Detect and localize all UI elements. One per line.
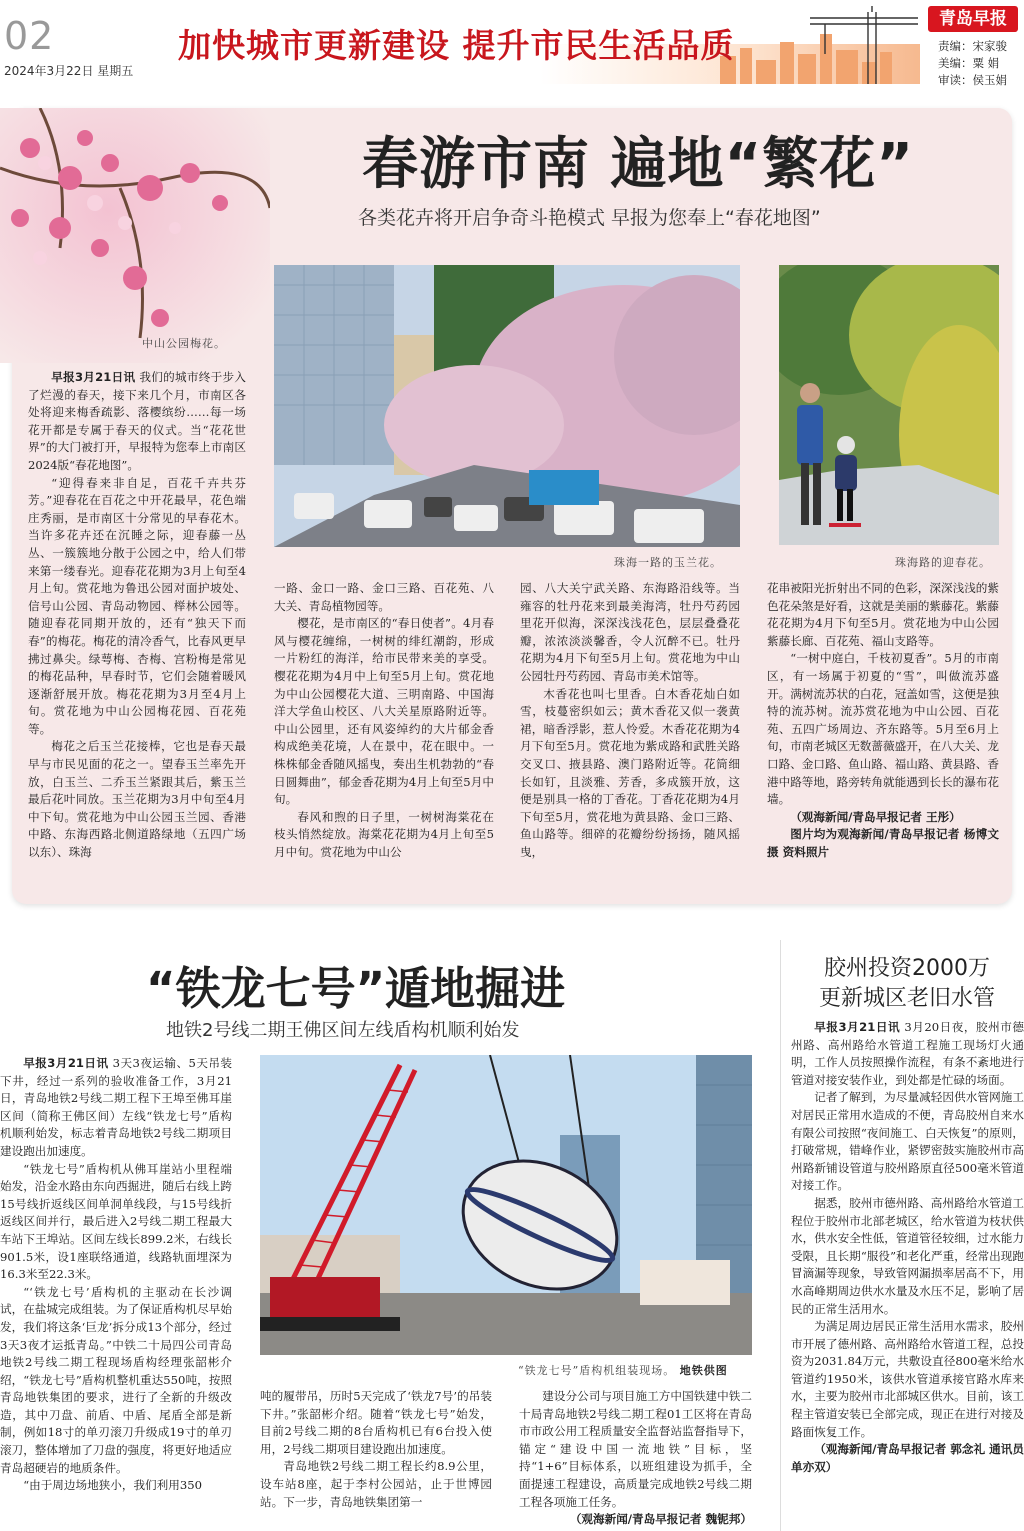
paragraph: “迎得春来非自足，百花千卉共芬芳。”迎春花在百花之中开花最早，花色端庄秀丽，是市南区十分常见的早春花木。当许多花卉还在沉睡之际，迎春藤一丛丛、一簇簇地分散于公园之中，给人们带来第一缕春光。迎春花花期为3月上旬至4月上旬。赏花地为鲁迅公园对面护坡处、信号山公园、青岛动物园、榉林公园等。随迎春花同期开放的，还有“独天下而春”的梅花。梅花的清冷香气，比春风更早拂过鼻尖。绿萼梅、杏梅、宫粉梅是常见的梅花品种，早春时节，它们会随着暖风逐渐舒展开放。梅花花期为3月至4月上旬。赏花地为中山公园梅花园、百花苑等。 bbox=[28, 475, 246, 736]
text-span: 3月20日夜，胶州市德州路、高州路给水管道工程施工现场灯火通明，工作人员按照操作流程，有条不紊地进行管道对接安装作业，到处都是忙碌的场面。 bbox=[791, 1020, 1024, 1087]
news-lead: 早报3月21日讯 bbox=[814, 1020, 901, 1034]
news-lead: 早报3月21日讯 bbox=[23, 1056, 109, 1070]
photo-caption: 珠海路的迎春花。 bbox=[895, 556, 991, 569]
paragraph: “一树中庭白，千枝初夏香”。5月的市南区，有一场属于初夏的“雪”，叫做流苏盛开。满树流苏状的白花，冠盖如雪，这便是独特的流苏树。流苏赏花地为中山公园、百花苑、五四广场周边、齐东路等。5月至6月上旬，市南老城区无数蔷薇盛开，在八大关、龙口路、金口路、鱼山路、福山路、黄县路、香港中路等地，路旁转角就能遇到长长的瀑布花墙。 bbox=[767, 651, 999, 807]
story3-divider bbox=[780, 940, 781, 1531]
story2-title: “铁龙七号”遁地掘进 bbox=[146, 962, 566, 1015]
paragraph: 春风和煦的日子里，一树树海棠花在枝头悄然绽放。海棠花花期为4月上旬至5月中旬。赏花地为中山公 bbox=[274, 809, 494, 859]
issue-date: 2024年3月22日 星期五 bbox=[4, 64, 134, 78]
news-lead: 早报3月21日讯 bbox=[51, 370, 136, 384]
paragraph bbox=[0, 1055, 232, 1161]
forsythia-path-photo bbox=[779, 265, 999, 545]
brand-logo: 青岛早报 bbox=[928, 6, 1018, 32]
paragraph: 青岛地铁2号线二期工程长约8.9公里，设车站8座，起于李村公园站，止于世博园站。下一步，青岛地铁集团第一 bbox=[260, 1459, 492, 1509]
text-span: 我们的城市终于步入了烂漫的春天，接下来几个月，市南区各处将迎来梅香疏影、落樱缤纷……每一场花开都是专属于春天的仪式。当“花花世界”的大门被打开，早报特为您奉上市南区2024版“春花地图”。 bbox=[28, 370, 246, 472]
story3-body bbox=[791, 1019, 1024, 1531]
editor-line: 美编：粟 娟 bbox=[938, 56, 1000, 70]
paragraph bbox=[791, 1019, 1024, 1089]
paragraph: 园、八大关宁武关路、东海路沿线等。当雍容的牡丹花来到最美海湾，牡丹芍药园里花开似海，深深浅浅花色，层层叠叠花瓣，浓浓淡淡馨香，令人沉醉不已。牡丹花期为4月下旬至5月上旬。赏花地为中山公园牡丹芍药园、青岛市美术馆等。 bbox=[520, 581, 740, 683]
editor-credits bbox=[938, 38, 1007, 89]
story2-column-2 bbox=[260, 1388, 492, 1531]
paragraph: 梅花之后玉兰花接棒，它也是春天最早与市民见面的花之一。望春玉兰率先开放，白玉兰、二乔玉兰紧跟其后，紫玉兰最后花叶同放。玉兰花期为3月中旬至4月中下旬。赏花地为中山公园玉兰园、香港中路、东海西路北侧道路绿地（五四广场以东）、珠海 bbox=[28, 739, 246, 860]
photo-caption bbox=[518, 1362, 728, 1378]
banner-slogan: 加快城市更新建设 提升市民生活品质 bbox=[178, 26, 735, 65]
paragraph: 吨的履带吊，历时5天完成了‘铁龙7号’的吊装下井。”张韶彬介绍。随着“铁龙七号”始发，目前2号线二期的8台盾构机已有6台投入使用，2号线二期项目建设跑出加速度。 bbox=[260, 1389, 492, 1456]
story2-column-3 bbox=[519, 1388, 752, 1531]
story1-column-4 bbox=[767, 580, 999, 880]
photo-caption: 中山公园梅花。 bbox=[142, 337, 226, 350]
editor-line: 审读：侯玉娟 bbox=[938, 73, 1007, 87]
page-number: 02 bbox=[4, 14, 55, 58]
text-span: 3天3夜运输、5天吊装下井，经过一系列的验收准备工作，3月21日，青岛地铁2号线二期工程下王埠至佛耳崖区间（简称王佛区间）左线“铁龙七号”盾构机顺利始发，标志着青岛地铁2号线二期项目建设跑出加速度。 bbox=[0, 1056, 232, 1158]
story1-column-2 bbox=[274, 580, 494, 880]
paragraph: “由于周边场地狭小，我们利用350 bbox=[23, 1478, 202, 1493]
byline: （观海新闻/青岛早报记者 王彤） bbox=[790, 809, 961, 824]
paragraph: 花串被阳光折射出不同的色彩，深深浅浅的紫色花朵煞是好看，这就是美丽的紫藤花。紫藤花花期为4月下旬至5月。赏花地为中山公园紫藤长廊、百花苑、福山支路等。 bbox=[767, 581, 999, 648]
story2-subtitle: 地铁2号线二期王佛区间左线盾构机顺利始发 bbox=[166, 1020, 520, 1041]
story1-column-1 bbox=[28, 369, 246, 881]
paragraph: 建设分公司与项目施工方中国铁建中铁二十局青岛地铁2号线二期工程01工区将在青岛市市政公用工程质量安全监督站监督指导下，锚定“建设中国一流地铁”目标，坚持“1+6”目标体系，以班组建设为抓手，全面提速工程建设，高质量完成地铁2号线二期工程各项施工任务。 bbox=[519, 1389, 752, 1509]
byline: （观海新闻/青岛早报记者 魏铌邦） bbox=[569, 1512, 752, 1527]
caption-text: “铁龙七号”盾构机组装现场。 bbox=[518, 1364, 676, 1377]
paragraph: 据悉，胶州市德州路、高州路给水管道工程位于胶州市北部老城区，给水管道为枝状供水，供水安全性低，管道管径较细，过水能力受限，且长期“服役”和老化严重，经常出现跑冒滴漏等现象，导致管网漏损率居高不下，用水高峰期周边供水水量及水压不足，影响了居民的正常生活用水。 bbox=[791, 1195, 1024, 1316]
paragraph: 记者了解到，为尽量减轻因供水管网施工对居民正常用水造成的不便，青岛胶州自来水有限公司按照“夜间施工、白天恢复”的原则，打破常规，错峰作业，紧锣密鼓实施胶州市高州路新铺设管道与胶州路原直径500毫米管道对接工作。 bbox=[791, 1090, 1024, 1193]
photo-credit: 图片均为观海新闻/青岛早报记者 杨博文 摄 资料照片 bbox=[767, 827, 999, 859]
story2-column-1 bbox=[0, 1055, 232, 1531]
paragraph: 一路、金口一路、金口三路、百花苑、八大关、青岛植物园等。 bbox=[274, 581, 494, 613]
story3-title-line: 更新城区老旧水管 bbox=[818, 986, 995, 1011]
story3-title-line: 胶州投资2000万 bbox=[824, 956, 990, 981]
byline: （观海新闻/青岛早报记者 郭念礼 通讯员 单亦双） bbox=[791, 1442, 1024, 1474]
paragraph: “‘铁龙七号’盾构机的主驱动在长沙调试，在盐城完成组装。为了保证盾构机尽早始发，我们将这条‘巨龙’拆分成13个部分，经过3天3夜才运抵青岛。”中铁二十局四公司青岛地铁2号线二期工程现场盾构经理张韶彬介绍，“铁龙七号”盾构机整机重达550吨，按照青岛地铁集团的要求，进行了全新的升级改造，其中刀盘、前盾、中盾、尾盾全部是新制，例如18寸的单刃滚刀升级成19寸的单刃滚刀，整体增加了刀盘的强度，将更好地适应青岛超硬岩的地质条件。 bbox=[0, 1284, 232, 1475]
tbm-assembly-photo bbox=[260, 1055, 752, 1355]
story3-headline bbox=[790, 954, 1024, 1014]
story1-title: 春游市南 遍地“繁花” bbox=[362, 132, 915, 197]
photo-credit: 地铁供图 bbox=[679, 1364, 728, 1377]
paragraph: 为满足周边居民正常生活用水需求，胶州市开展了德州路、高州路给水管道工程，总投资为2031.84万元，共敷设直径800毫米给水管道约1950米，该供水管道承接官路水库来水，主要为胶州市北部城区供水。目前，该工程主管道安装已全部完成，现正在进行对接及路面恢复工作。 bbox=[791, 1319, 1024, 1439]
editor-line: 责编：宋家骏 bbox=[938, 39, 1007, 53]
paragraph: “铁龙七号”盾构机从佛耳崖站小里程端始发，沿金水路由东向西掘进，随后右线上跨15号线折返线区间单洞单线段，与15号线折返线区间并行，最后进入2号线二期工程最大车站下王埠站。区间左线长899.2米，右线长901.5米，设1座联络通道，线路轨面埋深为16.3米至22.3米。 bbox=[0, 1161, 232, 1282]
paragraph: 樱花，是市南区的“春日使者”。4月春风与樱花缠绵，一树树的绯红潮韵，形成一片粉红的海洋，给市民带来美的享受。樱花花期为4月中上旬至5月上旬。赏花地为中山公园樱花大道、三明南路、中国海洋大学鱼山校区、八大关星原路附近等。中山公园里，还有风姿绰约的大片郁金香构成绝美花境，人在景中，花在眼中。一株株郁金香随风摇曳，奏出生机勃勃的“春日圆舞曲”，郁金香花期为4月上旬至5月中旬。 bbox=[274, 616, 494, 807]
photo-caption: 珠海一路的玉兰花。 bbox=[614, 556, 722, 569]
story1-subtitle: 各类花卉将开启争奇斗艳模式 早报为您奉上“春花地图” bbox=[358, 207, 821, 229]
story1-column-3 bbox=[520, 580, 740, 880]
paragraph: 木香花也叫七里香。白木香花灿白如雪，枝蔓密织如云；黄木香花又似一袭黄裙，暗香浮影，惹人怜爱。木香花花期为4月下旬至5月。赏花地为紫成路和武胜关路交叉口、掖县路、澳门路附近等。花筒细长如钉，且淡雅、芳香，多成簇开放，这便是别具一格的丁香花。丁香花花期为4月下旬至5月，赏花地为黄县路、金口三路、鱼山路等。细碎的花瓣纷纷扬扬，随风摇曳， bbox=[520, 686, 740, 859]
magnolia-street-photo bbox=[274, 265, 740, 547]
page-header bbox=[0, 0, 1024, 90]
banner bbox=[160, 4, 920, 88]
paragraph bbox=[28, 369, 246, 475]
plum-blossom-photo bbox=[0, 108, 270, 363]
